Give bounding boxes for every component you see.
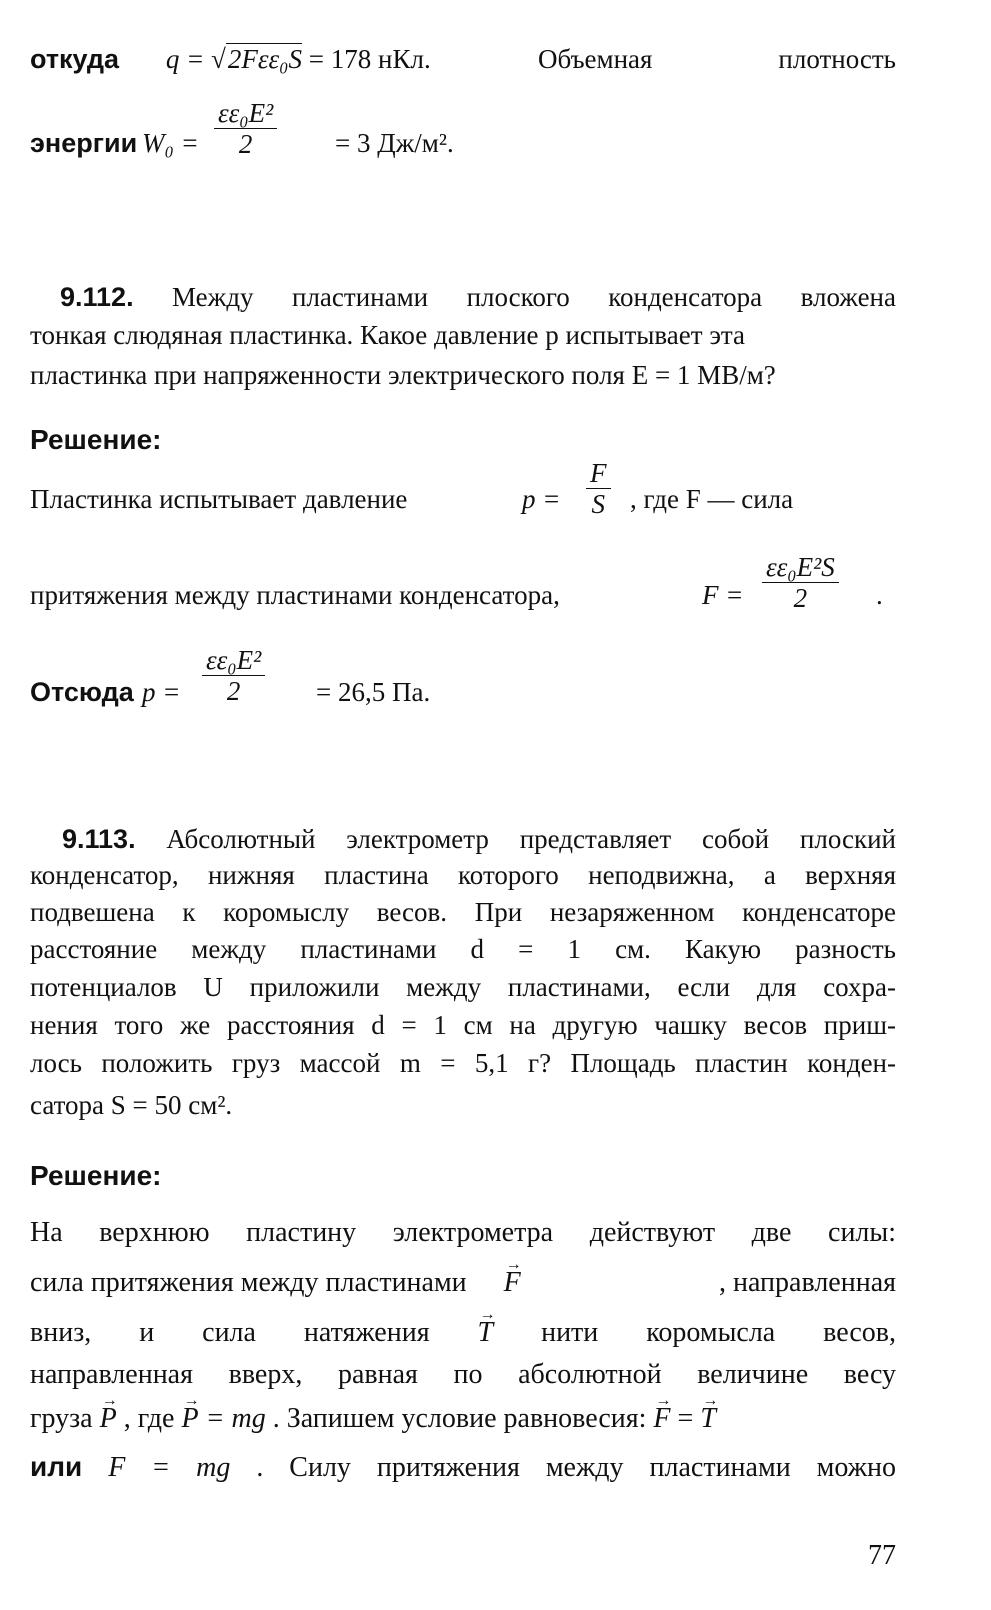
p113-sol-6b: F = mg [108, 1452, 231, 1483]
vector-p-2: P → [181, 1402, 198, 1436]
p112-line-3: пластинка при напряженности электрического поля E = 1 МВ/м? [30, 360, 776, 390]
p113-sol-2b: , направленная [719, 1267, 896, 1298]
word-energii: энергии [30, 128, 138, 158]
p112-line-1 [30, 280, 896, 314]
p113-sol-line-3 [30, 1316, 896, 1350]
word-otsyuda: Отсюда [30, 677, 134, 707]
formula-q-sqrt: 2Fεε₀S [227, 44, 303, 74]
solution-heading-113: Решение: [30, 1160, 162, 1191]
p113-text-1: Абсолютный электрометр представляет собой плоский [166, 824, 897, 854]
p113-sol-line-5 [30, 1402, 896, 1436]
word-plotnost: плотность [778, 44, 896, 74]
p113-sol-6c: . Силу притяжения между пластинами можно [256, 1452, 896, 1483]
word-otkuda: откуда [30, 44, 120, 74]
formula-p2-num: εε₀E² [202, 645, 265, 676]
formula-p-num: F [586, 458, 611, 489]
formula-w-num: εε₀E² [214, 98, 277, 129]
p113-sol-3a: вниз, и сила натяжения [30, 1317, 430, 1348]
p112-sol-line-2 [30, 552, 896, 632]
formula-p-lhs: p = [522, 484, 561, 514]
formula-w-den: 2 [238, 129, 253, 159]
p113-line-6: нения того же расстояния d = 1 см на другую чашку весов приш- [30, 1010, 896, 1040]
p112-sol-tail-2: . [876, 580, 883, 610]
vector-p: P → [100, 1402, 117, 1436]
formula-q-rhs: = 178 нКл. [308, 44, 431, 74]
p113-sol-line-2 [30, 1266, 896, 1300]
p113-line-3: подвешена к коромыслу весов. При незаряженном конденсаторе [30, 897, 896, 927]
formula-p2-lhs: p = [142, 677, 181, 707]
p113-line-2: конденсатор, нижняя пластина которого неподвижна, а верхняя [30, 860, 896, 890]
formula-p2-rhs: = 26,5 Па. [316, 677, 431, 707]
top-line-2 [30, 98, 896, 178]
formula-p2-frac [202, 645, 265, 706]
top-line-1: откуда q = √2Fεε₀S = 178 нКл. Объемная плотность [30, 44, 896, 74]
p112-sol-tail-1: , где F — сила [630, 484, 794, 514]
p113-sol-line-1: На верхнюю пластину электрометра действуют две силы: [30, 1217, 896, 1248]
vector-t: T → [478, 1316, 494, 1350]
p113-line-4: расстояние между пластинами d = 1 см. Какую разность [30, 934, 896, 964]
formula-w-lhs: W₀ = [142, 128, 199, 158]
p113-line-5: потенциалов U приложили между пластинами, если для сохра- [30, 972, 896, 1002]
p113-sol-5b: , где [123, 1403, 175, 1434]
formula-f-den: 2 [793, 583, 808, 613]
p113-sol-5d: . Запишем условие равновесия: [272, 1403, 647, 1434]
formula-p-frac [586, 458, 611, 519]
problem-number-112: 9.112. [60, 282, 134, 312]
p113-sol-6a: или [30, 1451, 83, 1482]
p113-line-7: лось положить груз массой m = 5,1 г? Площадь пластин конден- [30, 1048, 896, 1078]
formula-f-lhs: F = [702, 580, 744, 610]
p112-sol-line-1 [30, 458, 896, 538]
vector-f: F → [504, 1266, 521, 1300]
p113-sol-3b: нити коромысла весов, [541, 1317, 897, 1348]
p112-sol-line-3 [30, 645, 896, 725]
vector-f-2: F → [653, 1402, 670, 1436]
p113-sol-line-4: направленная вверх, равная по абсолютной величине весу [30, 1359, 896, 1390]
formula-w-frac [214, 98, 277, 159]
formula-q-lhs: q = [165, 44, 205, 74]
p113-sol-5e: = [677, 1403, 694, 1434]
word-obemnaya: Объемная [538, 44, 653, 74]
formula-p2-den: 2 [226, 676, 241, 706]
p113-sol-5a: груза [30, 1403, 93, 1434]
solution-heading-112: Решение: [30, 424, 162, 455]
p112-sol-text-1: Пластинка испытывает давление [30, 484, 408, 514]
formula-w-rhs: = 3 Дж/м². [335, 128, 454, 158]
p113-line-8: сатора S = 50 см². [30, 1090, 233, 1120]
problem-number-113: 9.113. [62, 824, 136, 854]
p113-sol-2a: сила притяжения между пластинами [30, 1267, 467, 1298]
vector-t-2: T → [700, 1402, 716, 1436]
formula-f-num: εε₀E²S [762, 552, 839, 583]
p112-text-1: Между пластинами плоского конденсатора вложена [172, 282, 896, 312]
p113-sol-line-6 [30, 1450, 896, 1485]
p113-sol-5c: = mg [205, 1403, 266, 1434]
p113-line-1 [30, 822, 896, 856]
page-number: 77 [868, 1540, 896, 1571]
p112-sol-text-2: притяжения между пластинами конденсатора, [30, 580, 560, 610]
p112-line-2: тонкая слюдяная пластинка. Какое давление p испытывает эта [30, 320, 746, 350]
formula-f-frac [762, 552, 839, 613]
formula-p-den: S [591, 489, 605, 519]
